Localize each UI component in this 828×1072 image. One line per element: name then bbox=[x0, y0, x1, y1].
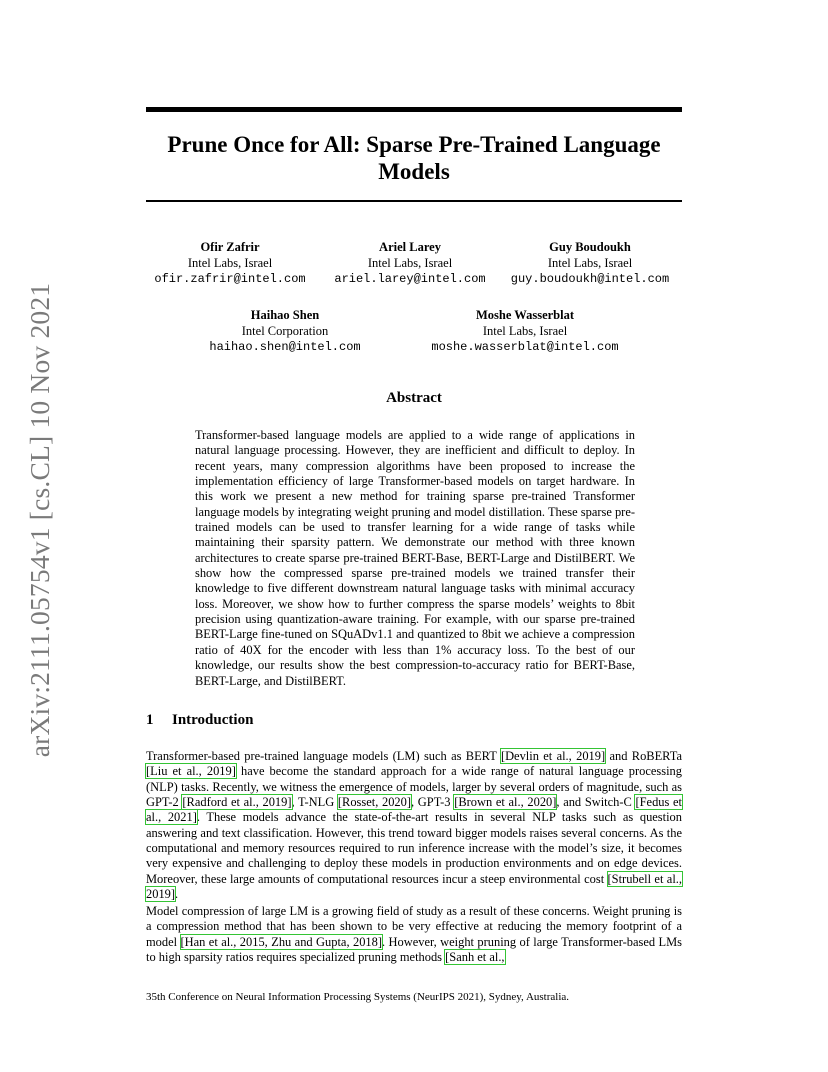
author-name: Ariel Larey bbox=[379, 240, 441, 254]
paragraph-text: and RoBERTa bbox=[605, 749, 682, 763]
abstract-heading: Abstract bbox=[386, 390, 442, 406]
title-top-rule bbox=[146, 107, 682, 112]
citation-link[interactable]: [Strubell et al., 2019] bbox=[146, 871, 682, 902]
paragraph-text: . bbox=[175, 887, 179, 902]
author-email[interactable]: moshe.wasserblat@intel.com bbox=[431, 340, 619, 354]
paper-title: Prune Once for All: Sparse Pre-Trained Language Models bbox=[167, 132, 661, 184]
author-affiliation: Intel Labs, Israel bbox=[367, 256, 453, 270]
intro-paragraph-1 bbox=[146, 749, 682, 902]
paragraph-text: , GPT-3 bbox=[411, 795, 455, 810]
paragraph-text: , and Switch-C bbox=[556, 795, 636, 810]
author-block-zafrir bbox=[150, 239, 310, 287]
paragraph-text: have become the standard approach for a wide range of natural language processing (NLP) tasks. Recently, we witness the emergence of models, larger by several orders of magnitude, such as GPT-2 bbox=[146, 764, 682, 810]
author-affiliation: Intel Labs, Israel bbox=[547, 256, 633, 270]
abstract-body: Transformer-based language models are applied to a wide range of applications in natural language processing. However, they are inefficient and difficult to deploy. In recent years, many compression algorithms have been proposed to increase the implementation efficiency of large Transformer-based models on target hardware. In this work we present a new method for training sparse pre-trained Transformer language models by integrating weight pruning and model distillation. These sparse pre-trained models can be used to transfer learning for a wide range of tasks while maintaining their sparsity pattern. We demonstrate our method with three known architectures to create sparse pre-trained BERT-Base, BERT-Large and DistilBERT. We show how the compressed sparse pre-trained models we trained transfer their knowledge to five different downstream natural language tasks with minimal accuracy loss. Moreover, we show how to further compress the sparse models’ weights to 8bit precision using quantization-aware training. For example, with our sparse pre-trained BERT-Large fine-tuned on SQuADv1.1 and quantized to 8bit we achieve a compression ratio of 40X for the encoder with less than 1% accuracy loss. To the best of our knowledge, our results show the best compression-to-accuracy ratio for BERT-Base, BERT-Large, and DistilBERT. bbox=[195, 428, 635, 688]
paragraph-text: . However, weight pruning of large Transformer-based LMs to high sparsity ratios requires specialized pruning methods bbox=[146, 934, 682, 965]
author-email[interactable]: guy.boudoukh@intel.com bbox=[510, 272, 670, 286]
citation-link[interactable]: [Rosset, 2020] bbox=[337, 795, 412, 810]
citation-link[interactable]: [Fedus et al., 2021] bbox=[146, 795, 682, 825]
author-affiliation: Intel Labs, Israel bbox=[187, 256, 273, 270]
citation-link[interactable]: [Devlin et al., 2019] bbox=[500, 749, 606, 763]
author-name: Haihao Shen bbox=[250, 308, 320, 322]
intro-paragraph-2 bbox=[146, 904, 682, 965]
author-block-larey bbox=[325, 239, 495, 287]
paragraph-text: Model compression of large LM is a growing field of study as a result of these concerns. Weight pruning is a compression method that has been shown to be very effective at reducing the memory footprint of a model bbox=[146, 904, 682, 949]
paragraph-text: , T-NLG bbox=[291, 795, 338, 810]
author-email[interactable]: haihao.shen@intel.com bbox=[209, 340, 361, 354]
author-email[interactable]: ofir.zafrir@intel.com bbox=[154, 272, 306, 286]
section-title: Introduction bbox=[172, 712, 254, 728]
author-name: Moshe Wasserblat bbox=[475, 308, 575, 322]
author-block-boudoukh bbox=[505, 239, 675, 287]
citation-link[interactable]: [Radford et al., 2019] bbox=[182, 795, 292, 810]
citation-link[interactable]: [Han et al., 2015, Zhu and Gupta, 2018] bbox=[180, 934, 382, 949]
paragraph-text: . These models advance the state-of-the-art results in several NLP tasks such as question answering and text classification. However, this trend toward bigger models raises several concerns. As the computational and memory resources required to run inference increase with the model’s size, it becomes very expensive and challenging to deploy these models in production environments and on edge devices. Moreover, these large amounts of computational resources incur a steep environmental cost bbox=[146, 810, 682, 886]
author-affiliation: Intel Labs, Israel bbox=[482, 324, 568, 338]
author-name: Guy Boudoukh bbox=[549, 240, 631, 254]
section-heading-introduction bbox=[146, 712, 253, 729]
title-bottom-rule bbox=[146, 200, 682, 202]
citation-link[interactable]: [Liu et al., 2019] bbox=[146, 764, 236, 779]
conference-footnote: 35th Conference on Neural Information Processing Systems (NeurIPS 2021), Sydney, Australia. bbox=[146, 991, 570, 1003]
citation-link[interactable]: [Sanh et al., bbox=[445, 950, 505, 965]
section-number: 1 bbox=[146, 712, 154, 728]
citation-link[interactable]: [Brown et al., 2020] bbox=[454, 795, 557, 810]
paragraph-text: Transformer-based pre-trained language models (LM) such as BERT bbox=[146, 749, 501, 763]
author-block-wasserblat bbox=[420, 307, 630, 355]
author-email[interactable]: ariel.larey@intel.com bbox=[334, 272, 486, 286]
author-name: Ofir Zafrir bbox=[200, 240, 260, 254]
arxiv-identifier-stamp: arXiv:2111.05754v1 [cs.CL] 10 Nov 2021 bbox=[24, 282, 55, 758]
author-block-shen bbox=[200, 307, 370, 355]
author-affiliation: Intel Corporation bbox=[241, 324, 329, 338]
